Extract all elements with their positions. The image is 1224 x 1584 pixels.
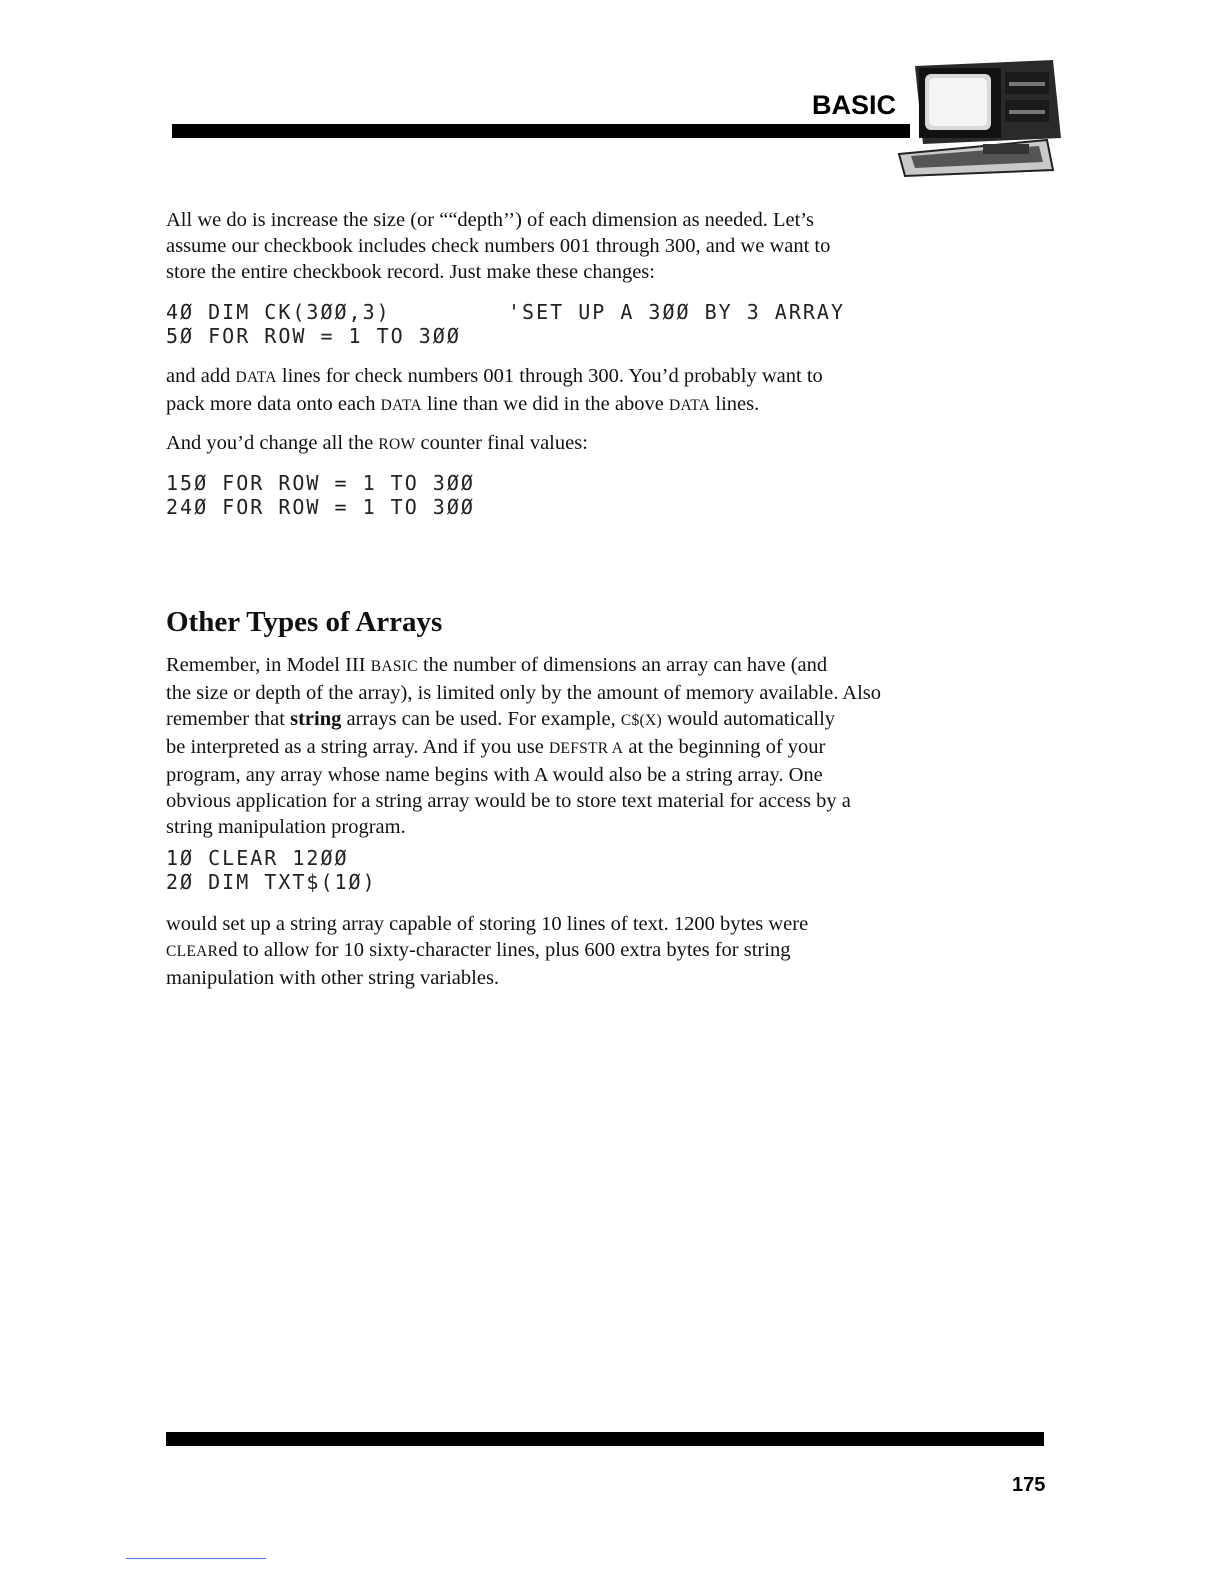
- text-line: the size or depth of the array), is limited only by the amount of memory available. Also: [166, 682, 882, 704]
- code-line: 2Ø DIM TXT$(1Ø): [166, 870, 377, 894]
- computer-icon: [893, 58, 1063, 182]
- text-line: assume our checkbook includes check numbers 001 through 300, and we want to: [166, 235, 831, 257]
- footer-rule: [166, 1432, 1044, 1446]
- text-line: All we do is increase the size (or ““depth’’) of each dimension as needed. Let’s: [166, 209, 814, 231]
- footer-divider: [126, 1558, 266, 1559]
- code-line: 4Ø DIM CK(3ØØ,3): [166, 300, 391, 324]
- text-line: manipulation with other string variables.: [166, 967, 500, 989]
- text-line: And you’d change all the ROW counter final values:: [166, 432, 588, 454]
- code-comment: 'SET UP A 3ØØ BY 3 ARRAY: [508, 300, 845, 324]
- code-line: 24Ø FOR ROW = 1 TO 3ØØ: [166, 495, 475, 519]
- code-line: 1Ø CLEAR 12ØØ: [166, 846, 349, 870]
- paragraph-string-array: [166, 911, 926, 991]
- paragraph-intro: [166, 207, 926, 285]
- text-line: remember that string arrays can be used. For example, C$(X) would automatically: [166, 708, 836, 730]
- text-line: be interpreted as a string array. And if you use DEFSTR A at the beginning of your: [166, 736, 826, 758]
- text-line: store the entire checkbook record. Just make these changes:: [166, 261, 655, 283]
- page-number: 175: [1012, 1474, 1046, 1496]
- paragraph-row-counter: [166, 430, 926, 458]
- text-line: pack more data onto each DATA line than we did in the above DATA lines.: [166, 393, 760, 415]
- text-line: string manipulation program.: [166, 816, 406, 838]
- section-title: BASIC: [812, 90, 897, 120]
- text-line: Remember, in Model III BASIC the number of dimensions an array can have (and: [166, 654, 828, 676]
- code-line: 5Ø FOR ROW = 1 TO 3ØØ: [166, 324, 461, 348]
- text-line: program, any array whose name begins with A would also be a string array. One: [166, 764, 823, 786]
- text-line: and add DATA lines for check numbers 001 through 300. You’d probably want to: [166, 365, 823, 387]
- text-line: would set up a string array capable of storing 10 lines of text. 1200 bytes were: [166, 913, 809, 935]
- paragraph-data-lines: [166, 363, 926, 419]
- code-line: 15Ø FOR ROW = 1 TO 3ØØ: [166, 471, 475, 495]
- text-line: CLEARed to allow for 10 sixty-character lines, plus 600 extra bytes for string: [166, 939, 791, 961]
- paragraph-other-arrays: [166, 652, 926, 840]
- text-line: obvious application for a string array would be to store text material for access by a: [166, 790, 851, 812]
- header-rule: [172, 124, 910, 138]
- section-heading: Other Types of Arrays: [166, 606, 443, 638]
